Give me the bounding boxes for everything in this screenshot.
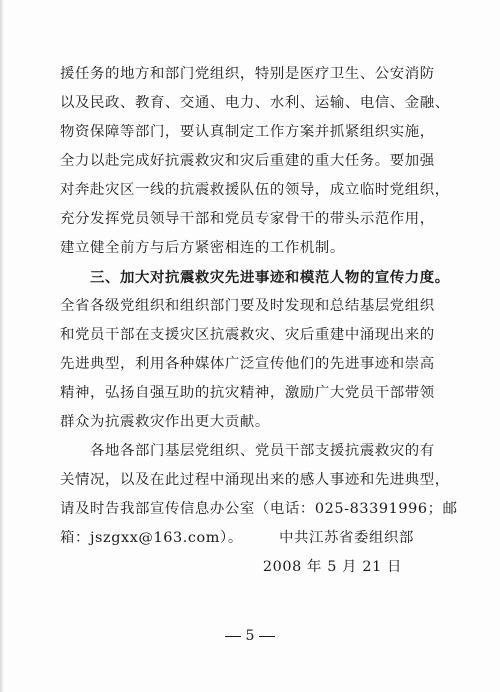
paragraph-2-line-4: 精神，弘扬自强互助的抗灾精神，激励广大党员干部带领 [60,385,435,401]
paragraph-2-line-3: 先进典型，利用各种媒体广泛宣传他们的先进事迹和崇高 [60,356,435,372]
scan-edge-shade [0,0,4,692]
paragraph-2-line-1: 全省各级党组织和组织部门要及时发现和总结基层党组织 [60,298,435,314]
paragraph-3-line-4: 箱：jszgxx@163.com）。 [60,530,243,546]
page-number-right-dash [259,636,275,637]
paragraph-1-line-2: 以及民政、教育、交通、电力、水利、运输、电信、金融、 [60,95,450,111]
paragraph-1-line-7: 建立健全前方与后方紧密相连的工作机制。 [60,240,345,256]
paragraph-2-line-5: 群众为抗震救灾作出更大贡献。 [60,414,270,430]
page-number [0,628,500,644]
paragraph-1-line-5: 对奔赴灾区一线的抗震救援队伍的领导，成立临时党组织， [60,182,450,198]
signature-date: 2008 年 5 月 21 日 [262,559,402,575]
paragraph-1-line-1: 援任务的地方和部门党组织，特别是医疗卫生、公安消防 [60,66,435,82]
signature-organization: 中共江苏省委组织部 [279,530,414,546]
paragraph-2-line-2: 和党员干部在支援灾区抗震救灾、灾后重建中涌现出来的 [60,327,435,343]
body-text [60,60,458,553]
section-heading-3: 三、加大对抗震救灾先进事迹和模范人物的宣传力度。 [90,269,450,286]
paragraph-1-line-4: 全力以赴完成好抗震救灾和灾后重建的重大任务。要加强 [60,153,435,169]
paragraph-3-line-1: 各地各部门基层党组织、党员干部支援抗震救灾的有 [90,443,435,459]
page-number-value: 5 [245,628,255,644]
page-number-left-dash [225,636,241,637]
paragraph-1-line-6: 充分发挥党员领导干部和党员专家骨干的带头示范作用， [60,211,435,227]
paragraph-3-line-3: 请及时告我部宣传信息办公室（电话：025-83391996；邮 [60,501,458,517]
paragraph-1-line-3: 物资保障等部门，要认真制定工作方案并抓紧组织实施， [60,124,435,140]
paragraph-3-line-2: 关情况，以及在此过程中涌现出来的感人事迹和先进典型， [60,472,450,488]
